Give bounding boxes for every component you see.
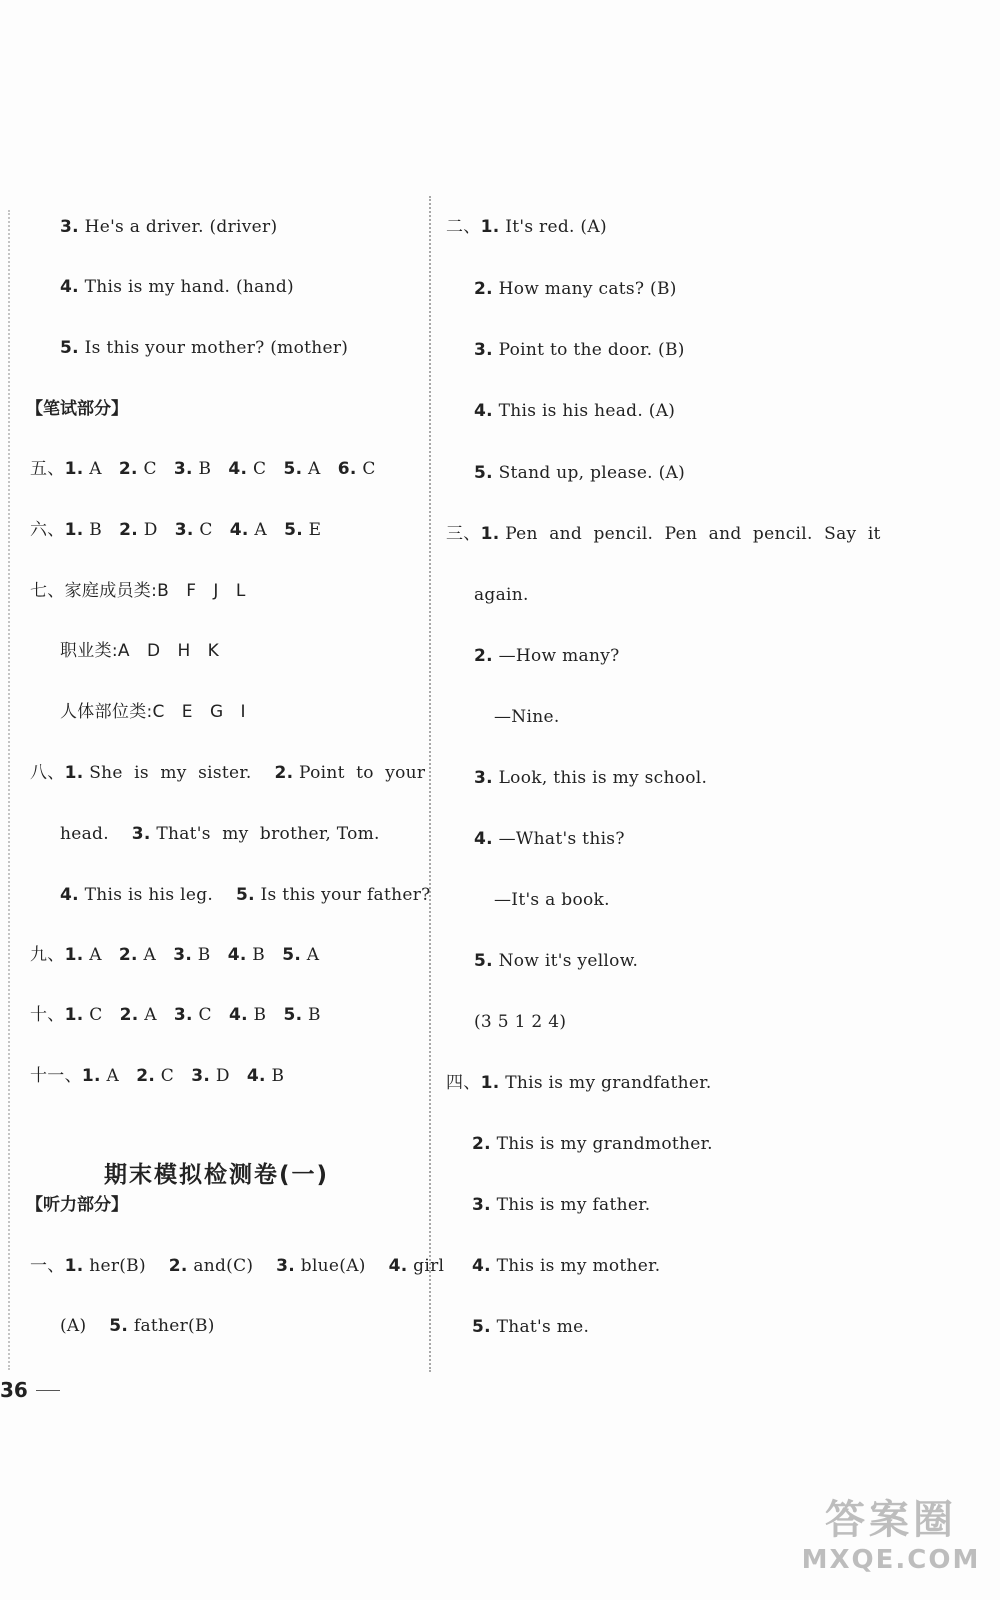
section-4-item-4: 4. This is my mother.	[472, 1256, 661, 1276]
watermark-logo-text: 答案圈	[825, 1497, 957, 1543]
section-2-item-3: 3. Point to the door. (B)	[474, 340, 685, 360]
section-2-item-5: 5. Stand up, please. (A)	[474, 463, 686, 483]
section-8-line-2: head. 3. That's my brother, Tom.	[60, 824, 380, 844]
section-8-line-1: 八、1. She is my sister. 2. Point to your	[30, 763, 426, 783]
section-1-line-1: 一、1. her(B) 2. and(C) 3. blue(A) 4. girl	[30, 1256, 445, 1276]
section-8-line-3: 4. This is his leg. 5. Is this your father?	[60, 885, 431, 905]
section-7-family: 七、家庭成员类:B F J L	[30, 581, 246, 601]
section-11-answers: 十一、1. A 2. C 3. D 4. B	[30, 1066, 285, 1086]
page-number-dash	[36, 1390, 60, 1391]
section-3-item-4-reply: —It's a book.	[494, 890, 610, 910]
section-3-item-4: 4. —What's this?	[474, 829, 625, 849]
section-1-line-2: (A) 5. father(B)	[60, 1316, 215, 1336]
section-3-order: (3 5 1 2 4)	[474, 1012, 567, 1032]
section-9-answers: 九、1. A 2. A 3. B 4. B 5. A	[30, 945, 320, 965]
exam-title: 期末模拟检测卷(一)	[104, 1162, 330, 1188]
section-3-item-2-reply: —Nine.	[494, 707, 560, 727]
section-5-answers: 五、1. A 2. C 3. B 4. C 5. A 6. C	[30, 459, 376, 479]
answer-line: 4. This is my hand. (hand)	[60, 277, 294, 297]
section-2-item-1: 二、1. It's red. (A)	[446, 217, 607, 237]
left-margin-rule	[8, 210, 10, 1370]
site-watermark	[796, 1496, 986, 1588]
section-7-body-parts: 人体部位类:C E G I	[60, 702, 246, 722]
section-7-jobs: 职业类:A D H K	[60, 641, 220, 661]
section-2-item-2: 2. How many cats? (B)	[474, 279, 677, 299]
section-4-item-5: 5. That's me.	[472, 1317, 590, 1337]
column-divider	[429, 196, 431, 1372]
section-3-item-3: 3. Look, this is my school.	[474, 768, 708, 788]
section-3-item-1: 三、1. Pen and pencil. Pen and pencil. Say it	[446, 524, 881, 544]
section-3-item-1-cont: again.	[474, 585, 529, 605]
section-4-item-1: 四、1. This is my grandfather.	[446, 1073, 712, 1093]
page-number: 36	[0, 1378, 28, 1402]
section-2-item-4: 4. This is his head. (A)	[474, 401, 676, 421]
section-4-item-3: 3. This is my father.	[472, 1195, 651, 1215]
listening-section-label: 【听力部分】	[26, 1195, 128, 1215]
section-6-answers: 六、1. B 2. D 3. C 4. A 5. E	[30, 520, 322, 540]
answer-line: 3. He's a driver. (driver)	[60, 217, 278, 237]
section-4-item-2: 2. This is my grandmother.	[472, 1134, 713, 1154]
written-section-label: 【笔试部分】	[26, 399, 128, 419]
section-3-item-2: 2. —How many?	[474, 646, 620, 666]
section-10-answers: 十、1. C 2. A 3. C 4. B 5. B	[30, 1005, 321, 1025]
answer-line: 5. Is this your mother? (mother)	[60, 338, 349, 358]
section-3-item-5: 5. Now it's yellow.	[474, 951, 639, 971]
watermark-url: MXQE.COM	[801, 1545, 981, 1575]
